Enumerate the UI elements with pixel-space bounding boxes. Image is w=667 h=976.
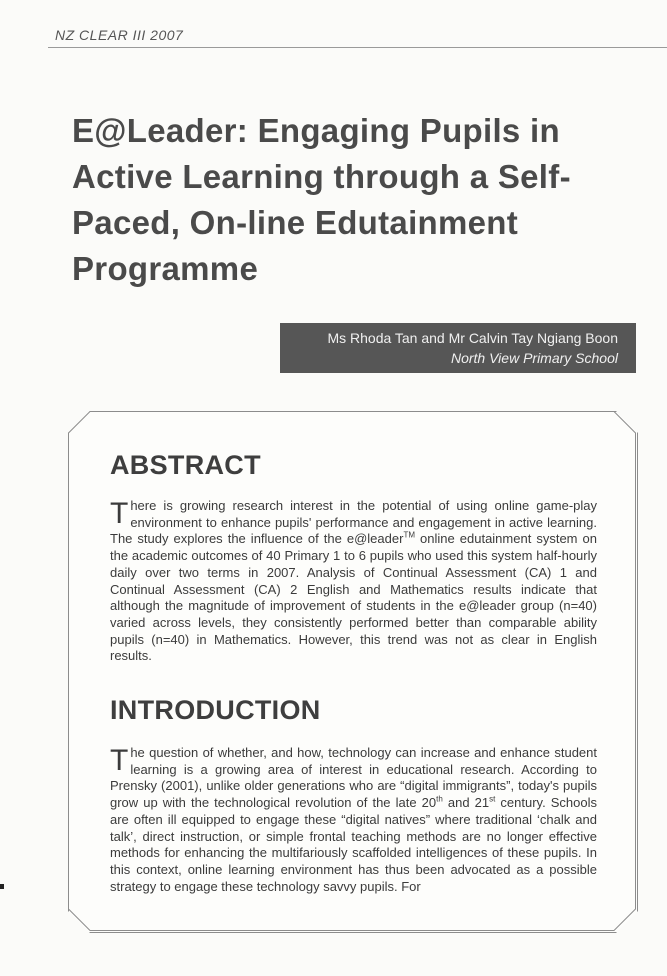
introduction-dropcap: T <box>110 744 129 777</box>
running-head: NZ CLEAR III 2007 <box>55 27 184 43</box>
author-box <box>280 323 636 373</box>
affiliation: North View Primary School <box>450 350 618 366</box>
paper-title: E@Leader: Engaging Pupils in Active Learning through a Self-Paced, On-line Edutainment Programme <box>72 112 571 287</box>
header-rule <box>48 47 667 48</box>
scan-edge-mark <box>0 884 4 889</box>
abstract-text <box>110 498 597 665</box>
introduction-text-part-2: and 21 <box>442 795 490 811</box>
abstract-text-part-1: here is growing research interest in the potential of using online game-play environment to enhance pupils' performance and engagement in active learning. The study explores the influence of the e@leader <box>110 498 597 547</box>
superscript-st: st <box>489 794 496 804</box>
introduction-text <box>110 745 597 895</box>
abstract-text-part-2: online edutainment system on the academic outcomes of 40 Primary 1 to 6 pupils who used this system half-hourly daily over two terms in 2007. Analysis of Continual Assessment (CA) 1 and Continual Assessment (CA) 2 English and Mathematics results indicate that although the magnitude of improvement of students in the e@leader group (n=40) varied across levels, they consistently performed better than comparable ability pupils (n=40) in Mathematics. However, this trend was not as clear in English results. <box>110 531 598 664</box>
introduction-heading: INTRODUCTION <box>110 695 321 725</box>
trademark-sup: TM <box>403 531 415 541</box>
introduction-text-part-1: he question of whether, and how, technology can increase and enhance student learning is a growing area of interest in educational research. According to Prensky (2001), unlike older generations who are “digital immigrants”, today's pupils grow up with the technological revolution of the late 20 <box>110 745 597 811</box>
abstract-heading: ABSTRACT <box>110 450 261 480</box>
introduction-text-part-3: century. Schools are often ill equipped to engage these “digital natives” where traditional ‘chalk and talk’, direct instruction, or simple frontal teaching methods are no longer effective methods for enhancing the multifariously scaffolded intelligences of these pupils. In this context, online learning environment has thus been advocated as a possible strategy to engage these technology savvy pupils. For <box>110 795 598 894</box>
superscript-th: th <box>436 794 443 804</box>
abstract-dropcap: T <box>110 497 129 530</box>
authors: Ms Rhoda Tan and Mr Calvin Tay Ngiang Boon <box>327 330 618 346</box>
